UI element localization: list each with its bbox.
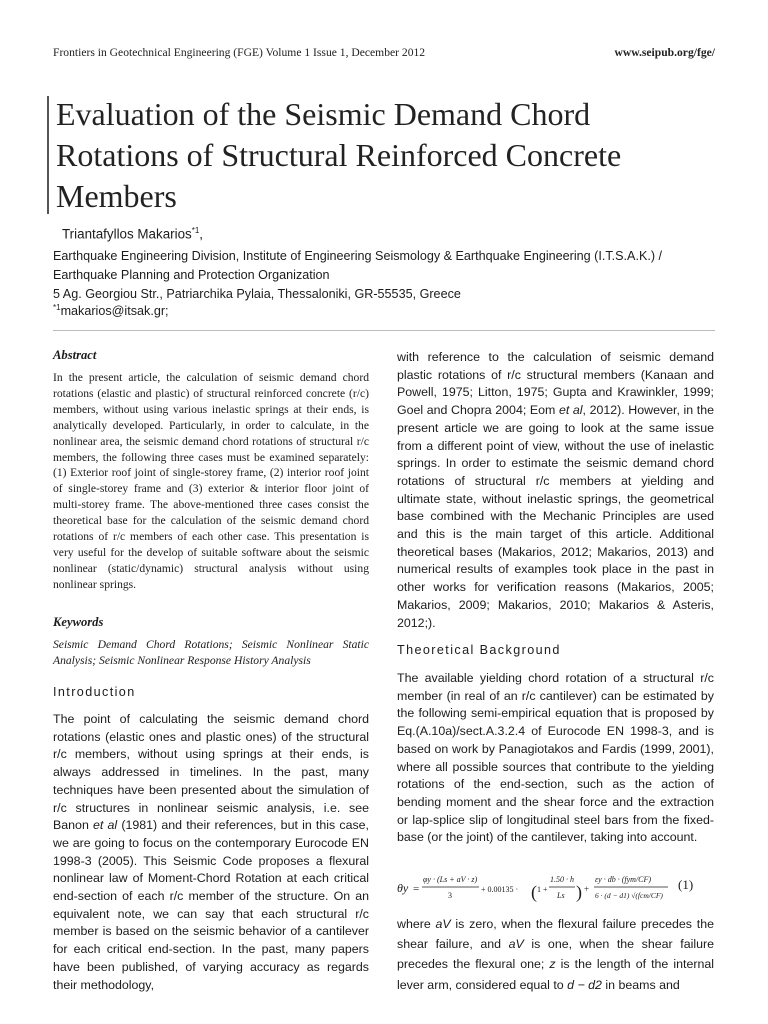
- introduction-heading: Introduction: [53, 685, 136, 699]
- keywords-heading: Keywords: [53, 615, 104, 629]
- author-name: Triantafyllos Makarios: [62, 226, 192, 242]
- author-marker: *1: [191, 226, 200, 235]
- affiliation-line-3: 5 Ag. Georgiou Str., Patriarchika Pylaia, Thessaloniki, GR-55535, Greece: [53, 287, 461, 301]
- journal-url[interactable]: www.seipub.org/fge/: [614, 46, 715, 59]
- after-eq-part-5: in beams and: [601, 977, 680, 992]
- theory-text: The available yielding chord rotation of a structural r/c member (in real of an r/c cantilever) can be estimated by the following semi-empirical equation that is proposed by Eq.(A.10a)/sect.A.3.2.4 of Eurocode EN 1998-3, and is based on work by Panagiotakos and Fardis (1999, 2001), where all possible sources that contribute to the yielding rotations of the end-section, such as the action of bending moment and the shear force and the extraction or lap-splice slip of longitudinal steel bars from the fixed-base (or the joint) of the cantilever, taking into account.: [397, 671, 714, 845]
- introduction-text: [53, 711, 369, 994]
- after-eq-part-3: is one, when the shear failure precedes the flexural one;: [397, 937, 715, 972]
- after-eq-part-4: is the length of the internal lever arm, considered equal to: [397, 957, 714, 992]
- abstract-heading: Abstract: [53, 348, 97, 362]
- abstract-text: In the present article, the calculation of seismic demand chord rotations (elastic and plastic) of structural reinforced concrete (r/c) members, without using various inelastic springs at their ends, is analytically developed. Particularly, in order to calculate, in the nonlinear area, the seismic demand chord rotations of structural r/c members, the following three cases must be examined separately: (1) Exterior roof joint of single-storey frame, (2) interior roof joint of single-storey frame and (3) exterior & interior floor joint of multi-storey frame. The above-mentioned three cases consist the theoretical base for the calculation of the seismic demand chord rotations of r/c members of each other case. This presentation is very useful for the develop of suitable software about the seismic nonlinear (static/dynamic) structural analysis without using nonlinear springs.: [53, 371, 369, 591]
- after-eq-av-1: aV: [435, 917, 451, 931]
- right-text-part-b: , 2012). However, in the present article we are going to look at the same issue from a different point of view, without the use of inelastic springs. In order to estimate the seismic demand chord rotations of structural r/c members at yielding and ultimate state, without inelastic springs, the geometrical base combined with the Mechanic Principles are used and this is the main target of this article. Additional theoretical bases (Makarios, 2012; Makarios, 2013) and numerical results of examples took place in the past in other works for verification reasons (Makarios, 2005; Makarios, 2009; Makarios, 2010; Makarios & Asteris, 2012;).: [397, 403, 715, 630]
- after-equation-text: [397, 914, 714, 995]
- eq-lhs: θy: [397, 881, 409, 895]
- right-text-part-a: with reference to the calculation of seismic demand plastic rotations of r/c structural members (Kanaan and Powell, 1975; Litton, 1975; Gupta and Krawinkler, 1999; Goel and Chopra 2004; Eom: [397, 350, 714, 418]
- intro-text-part-a: The point of calculating the seismic demand chord rotations (elastic ones and plastic ones) of the structural r/c members, without using springs at their ends, is always addressed in timelines. In the past, many techniques have been presented about the simulation of r/c structures in nonlinear seismic analysis, i.e. see Banon: [53, 712, 369, 833]
- affiliation: [53, 247, 723, 304]
- author-email: [53, 303, 169, 318]
- eq-plus-coefficient: + 0.00135 ·: [481, 885, 519, 894]
- eq-term3-numerator: εy · db · (fym/CF): [595, 875, 652, 884]
- eq-term1-numerator: φy · (Ls + aV · z): [423, 875, 478, 884]
- after-eq-av-2: aV: [508, 937, 524, 952]
- eq-term2-open: 1 +: [537, 885, 548, 894]
- paper-title: Evaluation of the Seismic Demand Chord Rotations of Structural Reinforced Concrete Members: [56, 96, 622, 214]
- journal-header: Frontiers in Geotechnical Engineering (FGE) Volume 1 Issue 1, December 2012: [53, 46, 426, 59]
- eq-term1-denominator: 3: [448, 891, 452, 900]
- right-column-text: [397, 349, 714, 632]
- affiliation-line-2: Earthquake Planning and Protection Organization: [53, 268, 330, 282]
- eq-plus-sign: +: [584, 884, 590, 894]
- eq-equals: =: [413, 883, 420, 895]
- after-eq-z: z: [549, 957, 556, 972]
- equation-1: [397, 868, 714, 908]
- eq-term3-denominator: 6 · (d − d1) √(fcm/CF): [595, 891, 663, 900]
- author-suffix: ,: [199, 226, 204, 242]
- title-accent-bar: [47, 96, 49, 214]
- intro-text-part-b: (1981) and their references, but in this case, we are going to focus on the contemporary Eurocode EN 1998-3 (2005). This Seismic Code proposes a flexural nonlinear law of Moment-Chord Rotation at each critical end-section of each r/c member of the structure. On an equivalent note, we can say that each structural r/c member is based on the seismic behavior of a cantilever for each critical end-section. In the past, many papers have been published, of varying accuracy as regards their methodology,: [53, 818, 369, 992]
- eq-open-paren: (: [531, 882, 537, 902]
- email-marker: *1: [53, 303, 61, 312]
- email-address[interactable]: makarios@itsak.gr;: [60, 304, 169, 319]
- affiliation-line-1: Earthquake Engineering Division, Institute of Engineering Seismology & Earthquake Engineering (I.T.S.A.K.) /: [53, 249, 663, 263]
- after-eq-d-minus-d2: d − d2: [567, 977, 602, 992]
- theory-heading: Theoretical Background: [397, 643, 561, 657]
- eq-term2-denominator: Ls: [557, 891, 565, 900]
- after-eq-part-1: where: [397, 917, 436, 931]
- eq-close-paren: ): [576, 882, 582, 902]
- eq-term2-numerator: 1.50 · h: [550, 875, 574, 884]
- header-divider: [53, 330, 715, 331]
- author-line: [62, 226, 203, 241]
- right-et-al: et al: [558, 403, 583, 418]
- intro-et-al: et al: [93, 818, 118, 833]
- after-eq-part-2: is zero, when the flexural failure precedes the shear failure, and: [397, 917, 714, 952]
- equation-number: (1): [678, 877, 694, 892]
- keywords-text: Seismic Demand Chord Rotations; Seismic Nonlinear Static Analysis; Seismic Nonlinear Response History Analysis: [53, 638, 369, 667]
